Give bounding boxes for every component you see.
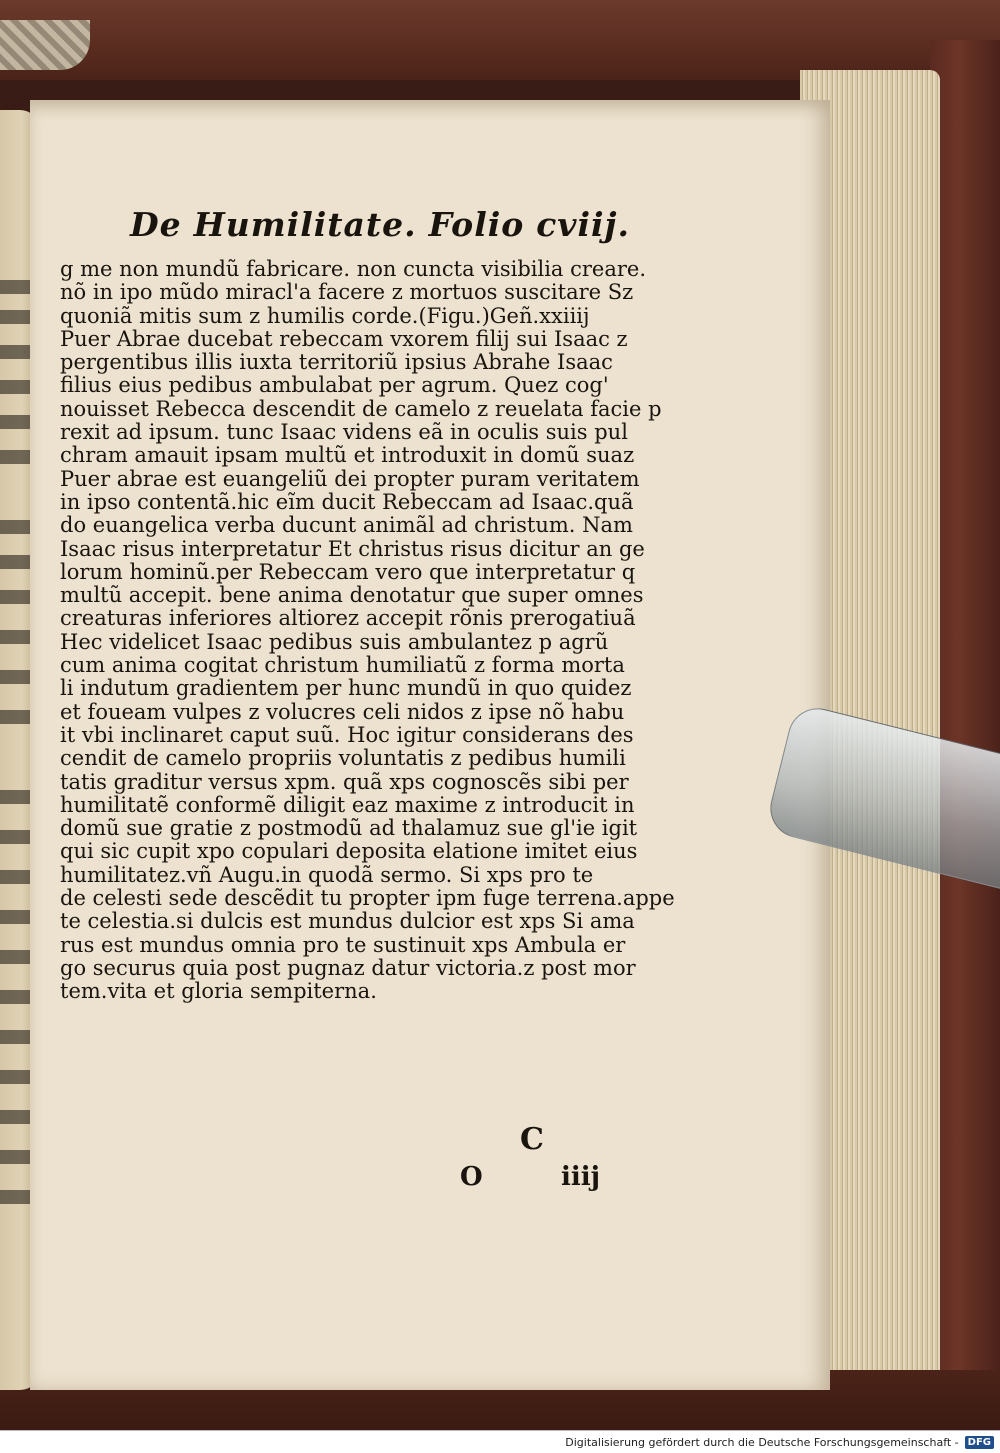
catchword: C (520, 1122, 544, 1157)
text-line: Hec videlicet Isaac pedibus suis ambulantez p agrũ (60, 629, 609, 654)
text-line: in ipso contentã.hic eĩm ducit Rebeccam ad Isaac.quã (60, 489, 634, 514)
text-line: pergentibus illis iuxta territoriũ ipsius Abrahe Isaac (60, 350, 613, 375)
text-line: tem.vita et gloria sempiterna. (60, 979, 377, 1004)
text-line: de celesti sede descẽdit tu propter ipm fuge terrena.appe (60, 886, 675, 911)
text-line: do euangelica verba ducunt animãl ad christum. Nam (60, 513, 633, 538)
running-head-title: Humilitate. (193, 205, 417, 244)
dfg-logo: DFG (965, 1436, 994, 1449)
signature-mark (460, 1142, 600, 1192)
text-line: tatis graditur versus xpm. quã xps cognoscẽs sibi per (60, 769, 629, 794)
text-line: li indutum gradientem per hunc mundũ in quo quidez (60, 676, 632, 701)
text-line: it vbi inclinaret caput suũ. Hoc igitur considerans des (60, 722, 634, 747)
text-line: rus est mundus omnia pro te sustinuit xps Ambula er (60, 932, 626, 957)
text-line: domũ sue gratie z postmodũ ad thalamuz sue gl'ie igit (60, 816, 638, 841)
text-line: Puer abrae est euangeliũ dei propter puram veritatem (60, 466, 640, 491)
body-text (60, 257, 675, 1004)
signature-number: iiij (560, 1162, 600, 1192)
text-line: filius eius pedibus ambulabat per agrum. Quez cog' (60, 373, 609, 398)
text-line: rexit ad ipsum. tunc Isaac videns eã in oculis suis pul (60, 420, 628, 445)
text-line: qui sic cupit xpo copulari deposita elatione imitet eius (60, 839, 638, 864)
text-line: cendit de camelo propriis voluntatis z pedibus humili (60, 746, 626, 771)
folio-number: cviij. (536, 205, 630, 244)
text-line: g me non mundũ fabricare. non cuncta visibilia creare. (60, 257, 647, 281)
text-line: et foueam vulpes z volucres celi nidos z ipse nõ habu (60, 699, 625, 724)
text-line: go securus quia post pugnaz datur victoria.z post mor (60, 955, 636, 980)
running-head (130, 205, 630, 249)
text-line: lorum hominũ.per Rebeccam vero que interpretatur q (60, 559, 636, 584)
running-head-left: De (130, 205, 182, 244)
signature-letter: O (460, 1162, 483, 1192)
cover-top-edge (0, 0, 1000, 80)
text-line: chram amauit ipsam multũ et introduxit in domũ suaz (60, 443, 635, 468)
text-line: multũ accepit. bene anima denotatur que super omnes (60, 583, 644, 608)
text-line: nõ in ipo mũdo miracl'a facere z mortuos suscitare Sz (60, 280, 634, 305)
book-binding (930, 40, 1000, 1430)
text-line: humilitatẽ conformẽ diligit eaz maxime z introducit in (60, 792, 635, 817)
text-line: te celestia.si dulcis est mundus dulcior est xps Si ama (60, 909, 635, 934)
folio-label: Folio (428, 205, 525, 244)
text-line: nouisset Rebecca descendit de camelo z reuelata facie p (60, 396, 662, 421)
text-line: Puer Abrae ducebat rebeccam vxorem filij sui Isaac z (60, 326, 628, 351)
funding-credit: Digitalisierung gefördert durch die Deutsche Forschungsgemeinschaft - (565, 1435, 959, 1449)
clasp-strap (0, 20, 90, 70)
text-line: quoniã mitis sum z humilis corde.(Figu.)Geñ.xxiiij (60, 303, 590, 328)
text-line: humilitatez.vñ Augu.in quodã sermo. Si xps pro te (60, 862, 594, 887)
text-line: cum anima cogitat christum humiliatũ z forma morta (60, 653, 625, 678)
footer-bar (0, 1430, 1000, 1453)
text-line: creaturas inferiores altiorez accepit rõnis prerogatiuã (60, 606, 636, 631)
text-line: Isaac risus interpretatur Et christus risus dicitur an ge (60, 536, 645, 561)
